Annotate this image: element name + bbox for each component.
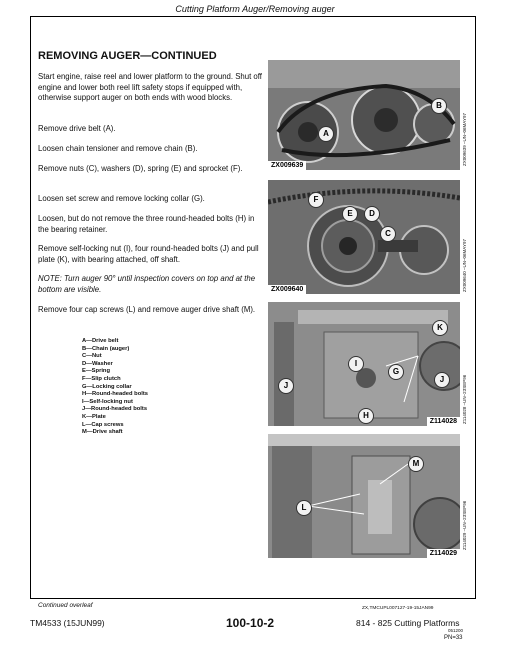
- paragraph-remove-chain: Loosen chain tensioner and remove chain (B).: [38, 144, 198, 153]
- figure-drive-belt-photo: [268, 60, 460, 170]
- section-title: REMOVING AUGER—CONTINUED: [38, 50, 217, 62]
- frame-right-rule: [475, 16, 476, 598]
- legend-item: H—Round-headed bolts: [82, 391, 149, 398]
- figure-side-label: Z114028 –UN–23SEP96: [462, 374, 467, 424]
- callout-h: H: [358, 408, 374, 424]
- frame-bottom-rule: [30, 598, 476, 599]
- paragraph-note: NOTE: Turn auger 90° until inspection covers on top and at the bottom are visible.: [38, 274, 256, 294]
- figure-side-label: ZX009640 –UN–06MAY97: [462, 239, 467, 292]
- figure-code: Z114029: [427, 549, 460, 558]
- running-head: Cutting Platform Auger/Removing auger: [175, 4, 335, 14]
- footer-pn: PN=33: [444, 635, 463, 641]
- footer-manual-title: 814 - 825 Cutting Platforms: [356, 618, 460, 628]
- legend-item: F—Slip clutch: [82, 375, 121, 382]
- legend-item: G—Locking collar: [82, 383, 132, 390]
- paragraph-remove-plate: Remove self-locking nut (I), four round-headed bolts (J) and pull plate (K), with bearing attached, off shaft.: [38, 244, 259, 264]
- callout-m: M: [408, 456, 424, 472]
- figure-code: ZX009640: [268, 285, 306, 294]
- callout-j-right: J: [434, 372, 450, 388]
- frame-top-rule: [30, 16, 476, 17]
- legend-item: C—Nut: [82, 353, 102, 360]
- callout-e: E: [342, 206, 358, 222]
- callout-b: B: [431, 98, 447, 114]
- drive-shaft-illustration: [268, 434, 460, 558]
- callout-i: I: [348, 356, 364, 372]
- callout-j-left: J: [278, 378, 294, 394]
- footer-page-number: 100-10-2: [226, 616, 275, 630]
- legend-item: E—Spring: [82, 368, 111, 375]
- drive-belt-illustration: [268, 60, 460, 170]
- slip-clutch-illustration: [268, 180, 460, 294]
- legend-item: B—Chain (auger): [82, 345, 130, 352]
- figure-slip-clutch-photo: [268, 180, 460, 294]
- callout-d: D: [364, 206, 380, 222]
- paragraph-remove-drive-belt: Remove drive belt (A).: [38, 124, 116, 133]
- figure-bearing-plate-photo: [268, 302, 460, 426]
- paragraph-remove-nuts: Remove nuts (C), washers (D), spring (E) and sprocket (F).: [38, 164, 243, 173]
- legend-item: L—Cap screws: [82, 421, 124, 428]
- figure-drive-shaft-photo: [268, 434, 460, 558]
- parts-legend: [82, 338, 148, 437]
- legend-item: M—Drive shaft: [82, 429, 123, 436]
- footer-doc-id: TM4533 (15JUN99): [30, 618, 105, 628]
- callout-l: L: [296, 500, 312, 516]
- reference-code: ZX,TMCUPL007127-19-15JAN99: [362, 606, 434, 611]
- figure-code: Z114028: [427, 417, 460, 426]
- figure-side-label: Z114029 –UN–23SEP96: [462, 500, 467, 550]
- legend-item: A—Drive belt: [82, 338, 119, 344]
- paragraph-start-engine: Start engine, raise reel and lower platform to the ground. Shut off engine and lower both reel lift safety stops if equipped with, otherwise support auger on both ends with wood blocks.: [38, 72, 262, 102]
- legend-item: D—Washer: [82, 360, 113, 367]
- continued-note: Continued overleaf: [38, 602, 93, 609]
- callout-f: F: [308, 192, 324, 208]
- callout-g: G: [388, 364, 404, 380]
- figure-side-label: ZX009639 –UN–06MAY97: [462, 113, 467, 166]
- callout-c: C: [380, 226, 396, 242]
- footer-date-code: 051200: [448, 628, 464, 633]
- legend-item: I—Self-locking nut: [82, 398, 133, 405]
- paragraph-loosen-bolts: Loosen, but do not remove the three round-headed bolts (H) in the bearing retainer.: [38, 214, 255, 234]
- callout-k: K: [432, 320, 448, 336]
- frame-left-rule: [30, 16, 31, 598]
- legend-item: K—Plate: [82, 413, 106, 420]
- paragraph-locking-collar: Loosen set screw and remove locking collar (G).: [38, 194, 205, 203]
- legend-item: J—Round-headed bolts: [82, 406, 148, 413]
- paragraph-remove-drive-shaft: Remove four cap screws (L) and remove auger drive shaft (M).: [38, 305, 256, 314]
- figure-code: ZX009639: [268, 161, 306, 170]
- callout-a: A: [318, 126, 334, 142]
